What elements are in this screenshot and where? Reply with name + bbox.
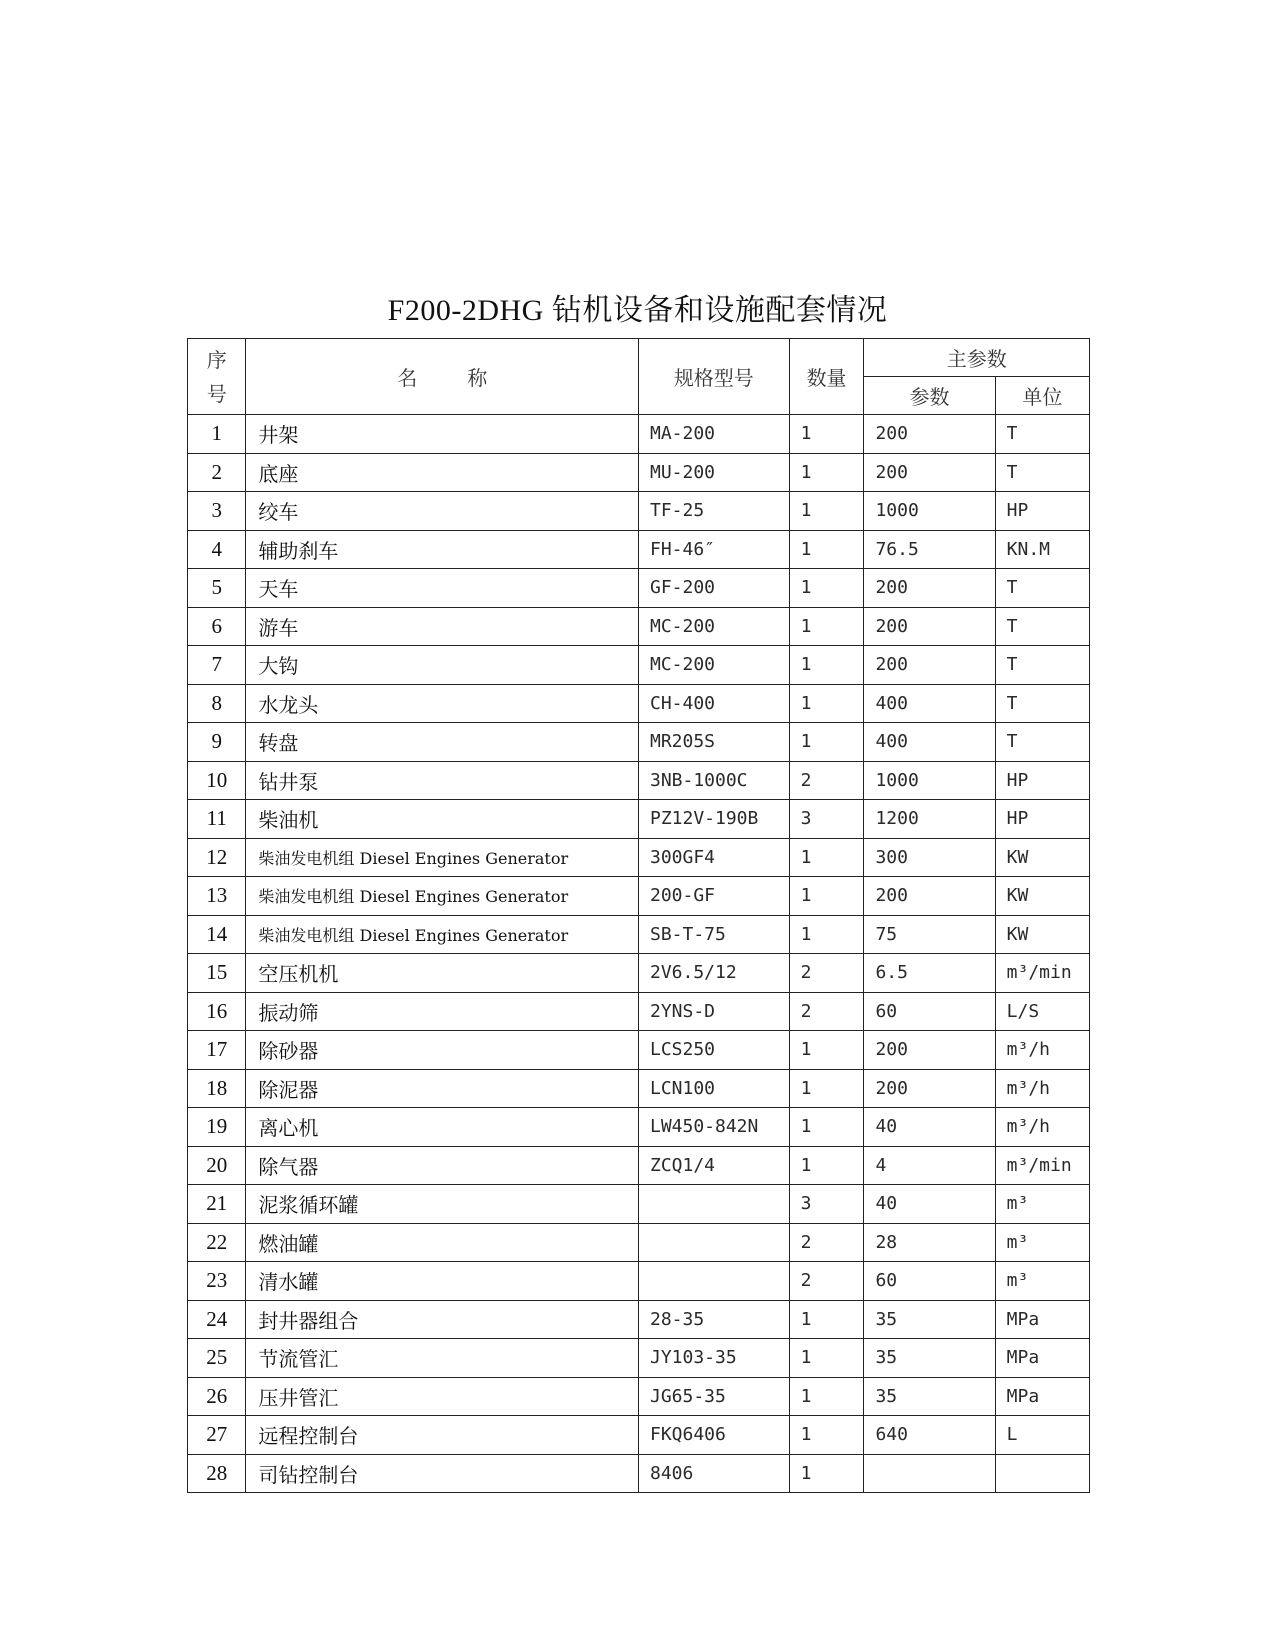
equipment-name: 底座 [246,453,639,492]
row-number: 19 [188,1108,246,1147]
model-spec: GF-200 [638,569,789,608]
table-row [188,1146,1090,1185]
param-value [864,1454,995,1493]
param-unit: m³/h [995,1031,1089,1070]
param-unit: HP [995,492,1089,531]
equipment-name: 离心机 [246,1108,639,1147]
param-value: 200 [864,415,995,454]
equipment-name: 转盘 [246,723,639,762]
table-header [188,339,1090,415]
equipment-table [187,338,1090,1493]
row-number: 28 [188,1454,246,1493]
param-unit: m³ [995,1185,1089,1224]
header-unit: 单位 [995,377,1089,415]
quantity: 2 [789,992,864,1031]
quantity: 2 [789,1223,864,1262]
quantity: 1 [789,569,864,608]
model-spec: LW450-842N [638,1108,789,1147]
param-value: 6.5 [864,954,995,993]
table-row [188,1339,1090,1378]
header-param: 参数 [864,377,995,415]
param-unit: T [995,607,1089,646]
table-row [188,992,1090,1031]
equipment-name: 除砂器 [246,1031,639,1070]
equipment-name: 水龙头 [246,684,639,723]
model-spec: MC-200 [638,646,789,685]
model-spec: LCS250 [638,1031,789,1070]
row-number: 11 [188,800,246,839]
equipment-name: 大钩 [246,646,639,685]
quantity: 1 [789,1031,864,1070]
row-number: 6 [188,607,246,646]
header-main-params: 主参数 [864,339,1090,377]
row-number: 12 [188,838,246,877]
param-value: 640 [864,1416,995,1455]
model-spec: 28-35 [638,1300,789,1339]
row-number: 7 [188,646,246,685]
header-name-right: 称 [467,366,488,390]
table-row [188,877,1090,916]
quantity: 2 [789,1262,864,1301]
quantity: 1 [789,1108,864,1147]
equipment-name: 绞车 [246,492,639,531]
param-unit [995,1454,1089,1493]
equipment-name: 泥浆循环罐 [246,1185,639,1224]
quantity: 1 [789,1146,864,1185]
param-unit: KW [995,915,1089,954]
equipment-name: 压井管汇 [246,1377,639,1416]
row-number: 5 [188,569,246,608]
row-number: 18 [188,1069,246,1108]
table-row [188,1069,1090,1108]
equipment-name: 游车 [246,607,639,646]
param-unit: T [995,569,1089,608]
quantity: 1 [789,915,864,954]
param-value: 400 [864,723,995,762]
param-value: 60 [864,1262,995,1301]
quantity: 1 [789,1069,864,1108]
param-value: 60 [864,992,995,1031]
quantity: 1 [789,1300,864,1339]
table-row [188,1185,1090,1224]
table-row [188,684,1090,723]
param-unit: KN.M [995,530,1089,569]
param-unit: HP [995,800,1089,839]
table-row [188,569,1090,608]
model-spec [638,1185,789,1224]
model-spec: PZ12V-190B [638,800,789,839]
quantity: 3 [789,800,864,839]
param-value: 75 [864,915,995,954]
model-spec: MU-200 [638,453,789,492]
param-unit: T [995,415,1089,454]
equipment-name: 节流管汇 [246,1339,639,1378]
equipment-name: 井架 [246,415,639,454]
quantity: 2 [789,761,864,800]
row-number: 14 [188,915,246,954]
model-spec: 3NB-1000C [638,761,789,800]
param-unit: T [995,453,1089,492]
row-number: 3 [188,492,246,531]
table-row [188,646,1090,685]
model-spec: MR205S [638,723,789,762]
row-number: 16 [188,992,246,1031]
quantity: 1 [789,646,864,685]
row-number: 22 [188,1223,246,1262]
model-spec: FKQ6406 [638,1416,789,1455]
header-qty: 数量 [789,339,864,415]
param-value: 35 [864,1300,995,1339]
param-value: 200 [864,646,995,685]
param-unit: L/S [995,992,1089,1031]
model-spec: 200-GF [638,877,789,916]
table-row [188,1454,1090,1493]
param-value: 300 [864,838,995,877]
table-row [188,1262,1090,1301]
equipment-name: 辅助刹车 [246,530,639,569]
param-value: 35 [864,1377,995,1416]
header-seq [188,339,246,415]
param-value: 200 [864,877,995,916]
table-row [188,1300,1090,1339]
param-unit: T [995,646,1089,685]
table-row [188,492,1090,531]
quantity: 1 [789,1416,864,1455]
model-spec: 2V6.5/12 [638,954,789,993]
param-unit: KW [995,877,1089,916]
table-row [188,1377,1090,1416]
equipment-name: 柴油发电机组 Diesel Engines Generator [246,915,639,954]
row-number: 25 [188,1339,246,1378]
table-body [188,415,1090,1493]
header-name [246,339,639,415]
row-number: 13 [188,877,246,916]
row-number: 21 [188,1185,246,1224]
param-unit: m³/h [995,1069,1089,1108]
quantity: 1 [789,492,864,531]
param-value: 1000 [864,492,995,531]
param-unit: m³/min [995,1146,1089,1185]
param-value: 200 [864,1031,995,1070]
param-unit: MPa [995,1339,1089,1378]
param-value: 1200 [864,800,995,839]
row-number: 2 [188,453,246,492]
quantity: 1 [789,684,864,723]
table-row [188,800,1090,839]
row-number: 9 [188,723,246,762]
row-number: 27 [188,1416,246,1455]
param-unit: L [995,1416,1089,1455]
row-number: 10 [188,761,246,800]
param-value: 28 [864,1223,995,1262]
param-value: 200 [864,453,995,492]
table-row [188,838,1090,877]
row-number: 17 [188,1031,246,1070]
quantity: 1 [789,415,864,454]
equipment-name: 空压机机 [246,954,639,993]
model-spec: JY103-35 [638,1339,789,1378]
header-seq-bottom: 号 [206,381,227,406]
equipment-name: 柴油发电机组 Diesel Engines Generator [246,877,639,916]
row-number: 23 [188,1262,246,1301]
row-number: 26 [188,1377,246,1416]
equipment-name: 钻井泵 [246,761,639,800]
table-row [188,1108,1090,1147]
equipment-name: 天车 [246,569,639,608]
param-value: 40 [864,1108,995,1147]
model-spec: 2YNS-D [638,992,789,1031]
table-row [188,1031,1090,1070]
quantity: 1 [789,453,864,492]
param-value: 200 [864,607,995,646]
param-value: 35 [864,1339,995,1378]
model-spec: CH-400 [638,684,789,723]
quantity: 1 [789,530,864,569]
row-number: 24 [188,1300,246,1339]
param-unit: KW [995,838,1089,877]
quantity: 2 [789,954,864,993]
model-spec: JG65-35 [638,1377,789,1416]
equipment-name: 振动筛 [246,992,639,1031]
param-value: 400 [864,684,995,723]
header-seq-top: 序 [206,347,227,372]
model-spec: MC-200 [638,607,789,646]
table-row [188,954,1090,993]
param-value: 200 [864,569,995,608]
quantity: 1 [789,877,864,916]
row-number: 4 [188,530,246,569]
model-spec: SB-T-75 [638,915,789,954]
table-row [188,607,1090,646]
model-spec: 8406 [638,1454,789,1493]
equipment-name: 封井器组合 [246,1300,639,1339]
param-unit: HP [995,761,1089,800]
param-unit: m³ [995,1262,1089,1301]
param-unit: m³ [995,1223,1089,1262]
quantity: 1 [789,607,864,646]
param-unit: m³/min [995,954,1089,993]
document-title: F200-2DHG 钻机设备和设施配套情况 [387,294,888,327]
param-value: 4 [864,1146,995,1185]
header-name-left: 名 [397,366,418,390]
quantity: 1 [789,838,864,877]
model-spec: TF-25 [638,492,789,531]
table-row [188,1416,1090,1455]
quantity: 3 [789,1185,864,1224]
table-row [188,761,1090,800]
row-number: 1 [188,415,246,454]
header-model: 规格型号 [638,339,789,415]
param-value: 200 [864,1069,995,1108]
table-row [188,453,1090,492]
param-value: 1000 [864,761,995,800]
param-unit: MPa [995,1300,1089,1339]
equipment-name: 柴油发电机组 Diesel Engines Generator [246,838,639,877]
model-spec [638,1262,789,1301]
row-number: 20 [188,1146,246,1185]
quantity: 1 [789,723,864,762]
model-spec: FH-46″ [638,530,789,569]
param-unit: T [995,723,1089,762]
equipment-name: 清水罐 [246,1262,639,1301]
equipment-name: 柴油机 [246,800,639,839]
param-unit: MPa [995,1377,1089,1416]
row-number: 15 [188,954,246,993]
param-value: 40 [864,1185,995,1224]
quantity: 1 [789,1339,864,1378]
table-row [188,915,1090,954]
equipment-name: 司钻控制台 [246,1454,639,1493]
param-unit: T [995,684,1089,723]
model-spec [638,1223,789,1262]
equipment-name: 除气器 [246,1146,639,1185]
quantity: 1 [789,1454,864,1493]
table-row [188,723,1090,762]
equipment-name: 燃油罐 [246,1223,639,1262]
table-row [188,530,1090,569]
row-number: 8 [188,684,246,723]
param-unit: m³/h [995,1108,1089,1147]
param-value: 76.5 [864,530,995,569]
model-spec: LCN100 [638,1069,789,1108]
equipment-name: 除泥器 [246,1069,639,1108]
table-row [188,415,1090,454]
table-row [188,1223,1090,1262]
model-spec: 300GF4 [638,838,789,877]
equipment-name: 远程控制台 [246,1416,639,1455]
model-spec: MA-200 [638,415,789,454]
quantity: 1 [789,1377,864,1416]
model-spec: ZCQ1/4 [638,1146,789,1185]
